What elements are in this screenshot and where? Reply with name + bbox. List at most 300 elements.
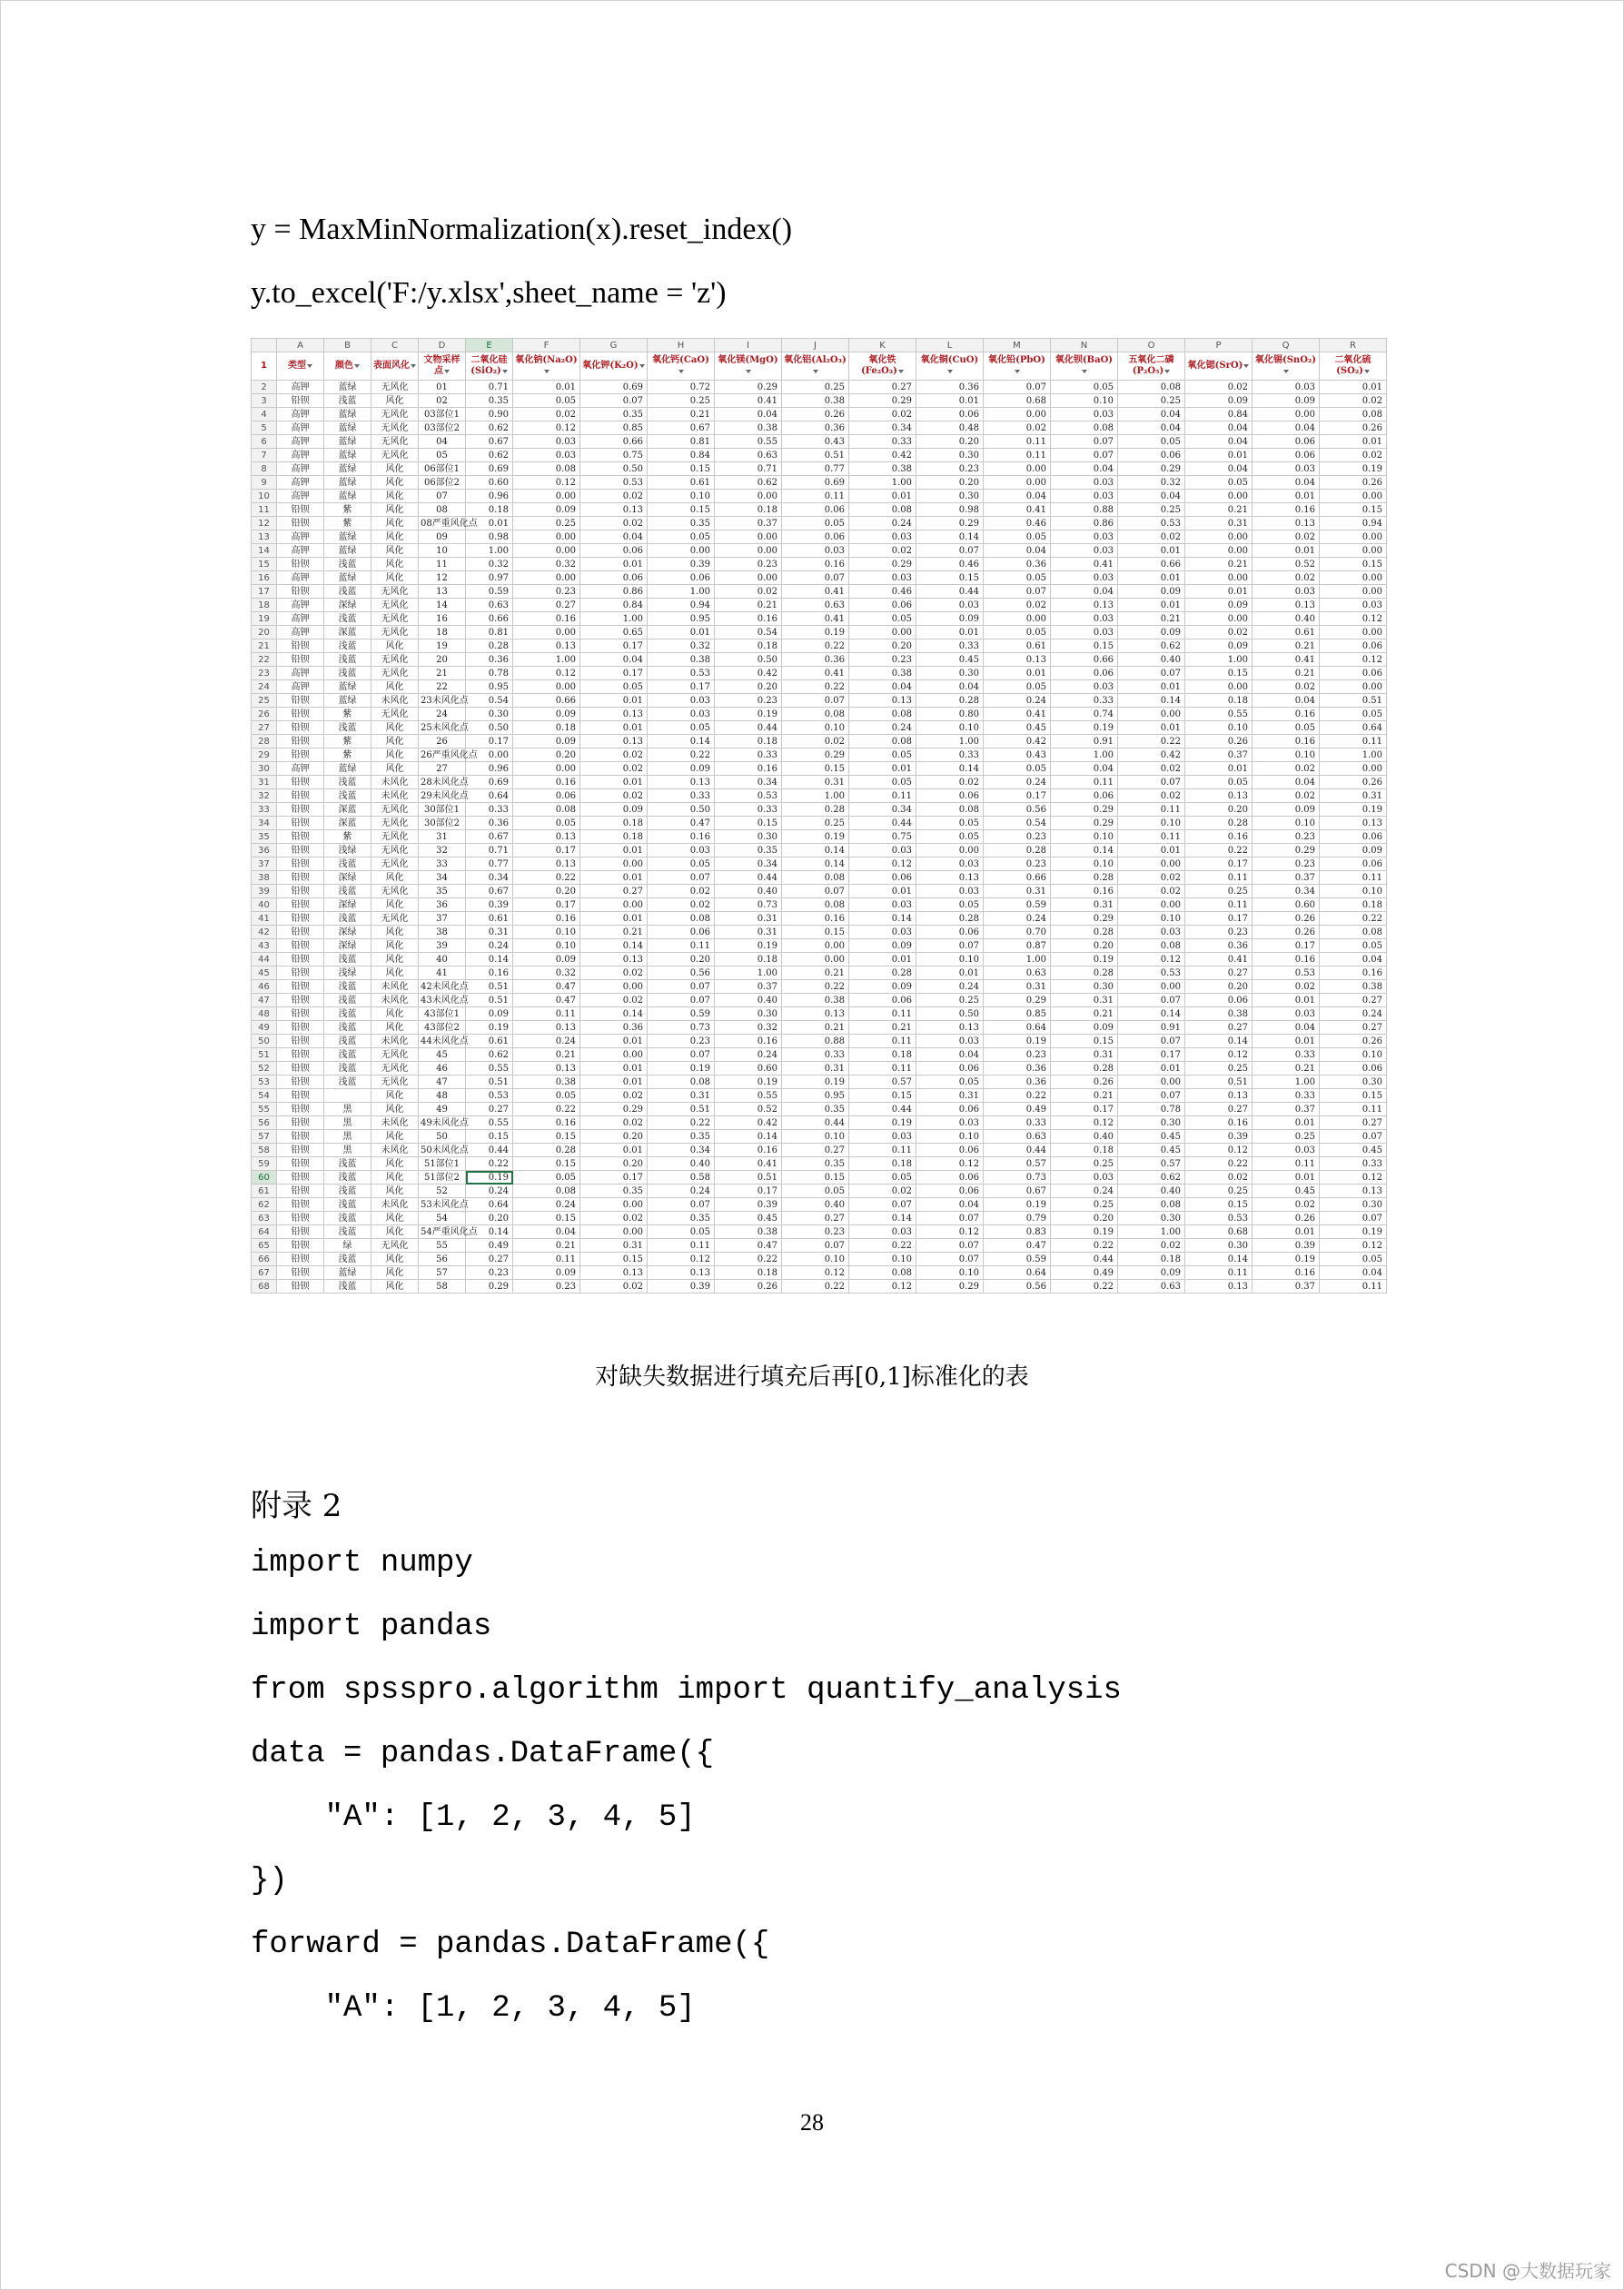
filter-dropdown-icon[interactable] (544, 370, 550, 373)
table-cell[interactable]: 0.67 (466, 885, 513, 898)
table-cell[interactable] (324, 1089, 371, 1103)
table-cell[interactable]: 风化 (371, 735, 419, 748)
table-cell[interactable]: 0.16 (513, 612, 580, 626)
row-number[interactable]: 19 (252, 612, 277, 626)
table-cell[interactable]: 0.06 (1051, 667, 1118, 680)
table-cell[interactable]: 浅蓝 (324, 1007, 371, 1021)
table-cell[interactable]: 0.66 (466, 612, 513, 626)
table-cell[interactable]: 0.09 (1320, 844, 1387, 858)
row-number[interactable]: 47 (252, 994, 277, 1007)
table-cell[interactable]: 0.41 (1051, 558, 1118, 571)
table-cell[interactable]: 0.22 (984, 1089, 1051, 1103)
table-cell[interactable]: 0.91 (1118, 1021, 1185, 1035)
row-number[interactable]: 29 (252, 748, 277, 762)
table-cell[interactable]: 0.09 (648, 762, 715, 776)
table-cell[interactable]: 0.47 (984, 1239, 1051, 1253)
table-cell[interactable]: 0.06 (916, 1062, 984, 1076)
table-cell[interactable]: 0.13 (580, 735, 648, 748)
table-cell[interactable]: 铅钡 (277, 1116, 324, 1130)
table-cell[interactable]: 0.04 (984, 490, 1051, 503)
table-cell[interactable]: 0.07 (849, 1198, 916, 1212)
table-cell[interactable]: 0.90 (466, 408, 513, 421)
table-cell[interactable]: 0.17 (984, 789, 1051, 803)
column-header-k[interactable]: K (849, 339, 916, 352)
table-cell[interactable]: 0.16 (1185, 1116, 1253, 1130)
table-cell[interactable]: 0.64 (1320, 721, 1387, 735)
row-number[interactable]: 31 (252, 776, 277, 789)
table-cell[interactable]: 0.61 (466, 1035, 513, 1048)
table-cell[interactable]: 0.01 (513, 381, 580, 394)
table-cell[interactable]: 0.08 (782, 898, 849, 912)
table-cell[interactable]: 0.37 (1185, 748, 1253, 762)
table-cell[interactable]: 0.34 (648, 1144, 715, 1157)
table-cell[interactable]: 未风化 (371, 776, 419, 789)
table-cell[interactable]: 未风化 (371, 1198, 419, 1212)
table-cell[interactable]: 0.36 (466, 653, 513, 667)
table-cell[interactable]: 风化 (371, 762, 419, 776)
table-cell[interactable]: 0.41 (782, 585, 849, 599)
table-cell[interactable]: 0.33 (916, 748, 984, 762)
table-cell[interactable]: 0.02 (849, 544, 916, 558)
table-cell[interactable]: 36 (419, 898, 466, 912)
table-cell[interactable]: 0.10 (1051, 830, 1118, 844)
row-number[interactable]: 54 (252, 1089, 277, 1103)
table-cell[interactable]: 0.15 (1320, 503, 1387, 517)
table-cell[interactable]: 0.51 (1320, 694, 1387, 708)
table-cell[interactable]: 0.15 (1320, 558, 1387, 571)
table-cell[interactable]: 0.37 (715, 980, 782, 994)
table-cell[interactable]: 蓝绿 (324, 544, 371, 558)
table-cell[interactable]: 0.08 (648, 1076, 715, 1089)
table-cell[interactable]: 0.20 (580, 1157, 648, 1171)
table-cell[interactable]: 0.57 (984, 1157, 1051, 1171)
table-cell[interactable]: 浅绿 (324, 967, 371, 980)
table-cell[interactable]: 0.16 (1320, 967, 1387, 980)
row-number[interactable]: 40 (252, 898, 277, 912)
table-cell[interactable]: 0.95 (782, 1089, 849, 1103)
table-cell[interactable]: 0.21 (782, 967, 849, 980)
table-cell[interactable]: 0.59 (466, 585, 513, 599)
table-cell[interactable]: 未风化 (371, 994, 419, 1007)
table-cell[interactable]: 0.30 (1320, 1076, 1387, 1089)
table-cell[interactable]: 0.33 (984, 1116, 1051, 1130)
table-cell[interactable]: 0.44 (715, 721, 782, 735)
table-cell[interactable]: 0.66 (1118, 558, 1185, 571)
table-cell[interactable]: 0.74 (1051, 708, 1118, 721)
table-cell[interactable]: 0.01 (849, 953, 916, 967)
table-cell[interactable]: 0.04 (1253, 776, 1320, 789)
table-cell[interactable]: 0.28 (1185, 817, 1253, 830)
table-cell[interactable]: 0.45 (715, 1212, 782, 1225)
table-cell[interactable]: 0.28 (1051, 967, 1118, 980)
table-cell[interactable]: 0.51 (466, 1076, 513, 1089)
table-cell[interactable]: 0.09 (1253, 394, 1320, 408)
table-cell[interactable]: 0.84 (1185, 408, 1253, 421)
select-all-corner[interactable] (252, 339, 277, 352)
table-cell[interactable]: 0.30 (916, 449, 984, 462)
table-cell[interactable]: 0.36 (466, 817, 513, 830)
table-cell[interactable]: 0.02 (1253, 762, 1320, 776)
table-cell[interactable]: 0.06 (916, 1185, 984, 1198)
row-number[interactable]: 25 (252, 694, 277, 708)
table-cell[interactable]: 0.03 (1051, 544, 1118, 558)
row-number[interactable]: 26 (252, 708, 277, 721)
table-cell[interactable]: 无风化 (371, 912, 419, 926)
table-cell[interactable]: 0.13 (513, 858, 580, 871)
table-cell[interactable]: 0.14 (1185, 1253, 1253, 1266)
filter-dropdown-icon[interactable] (639, 364, 645, 368)
table-cell[interactable]: 风化 (371, 1103, 419, 1116)
row-number[interactable]: 6 (252, 435, 277, 449)
column-header-j[interactable]: J (782, 339, 849, 352)
table-cell[interactable]: 0.11 (1253, 1157, 1320, 1171)
table-cell[interactable]: 0.11 (1185, 898, 1253, 912)
table-cell[interactable]: 37 (419, 912, 466, 926)
table-cell[interactable]: 0.73 (715, 898, 782, 912)
table-cell[interactable]: 高钾 (277, 449, 324, 462)
table-cell[interactable]: 0.26 (1185, 735, 1253, 748)
table-cell[interactable]: 0.21 (715, 599, 782, 612)
table-cell[interactable]: 0.18 (849, 1048, 916, 1062)
table-cell[interactable]: 0.50 (648, 803, 715, 817)
table-cell[interactable]: 0.03 (849, 1225, 916, 1239)
table-cell[interactable]: 0.02 (1118, 871, 1185, 885)
table-cell[interactable]: 0.19 (1051, 953, 1118, 967)
table-cell[interactable]: 铅钡 (277, 1198, 324, 1212)
table-cell[interactable]: 0.18 (715, 1266, 782, 1280)
field-header-cell[interactable] (849, 352, 916, 381)
table-cell[interactable]: 49 (419, 1103, 466, 1116)
table-cell[interactable]: 0.27 (1320, 994, 1387, 1007)
table-cell[interactable]: 0.08 (1320, 408, 1387, 421)
table-cell[interactable]: 0.23 (984, 830, 1051, 844)
table-cell[interactable]: 0.17 (513, 844, 580, 858)
table-cell[interactable]: 0.30 (916, 667, 984, 680)
table-cell[interactable]: 0.04 (1118, 421, 1185, 435)
table-cell[interactable]: 0.53 (1118, 967, 1185, 980)
table-cell[interactable]: 铅钡 (277, 1185, 324, 1198)
table-cell[interactable]: 铅钡 (277, 1007, 324, 1021)
table-cell[interactable]: 浅蓝 (324, 612, 371, 626)
table-cell[interactable]: 0.02 (1320, 394, 1387, 408)
table-cell[interactable]: 0.00 (1118, 1076, 1185, 1089)
table-cell[interactable]: 0.22 (715, 1253, 782, 1266)
table-cell[interactable]: 20 (419, 653, 466, 667)
table-cell[interactable]: 高钾 (277, 612, 324, 626)
table-cell[interactable]: 0.29 (1118, 462, 1185, 476)
row-number[interactable]: 8 (252, 462, 277, 476)
filter-dropdown-icon[interactable] (444, 370, 450, 373)
table-cell[interactable]: 0.54 (466, 694, 513, 708)
table-cell[interactable]: 0.35 (715, 844, 782, 858)
table-cell[interactable]: 0.43 (984, 748, 1051, 762)
table-cell[interactable]: 风化 (371, 1266, 419, 1280)
table-cell[interactable]: 0.04 (1051, 462, 1118, 476)
table-cell[interactable]: 1.00 (782, 789, 849, 803)
table-cell[interactable]: 0.71 (466, 381, 513, 394)
table-cell[interactable]: 0.18 (513, 721, 580, 735)
table-cell[interactable]: 风化 (371, 1185, 419, 1198)
table-cell[interactable]: 0.16 (1051, 885, 1118, 898)
table-cell[interactable]: 0.00 (1320, 680, 1387, 694)
row-number[interactable]: 33 (252, 803, 277, 817)
table-cell[interactable]: 0.00 (513, 530, 580, 544)
column-header-e[interactable]: E (466, 339, 513, 352)
table-cell[interactable]: 0.47 (513, 980, 580, 994)
table-cell[interactable]: 0.12 (916, 1157, 984, 1171)
table-cell[interactable]: 0.42 (849, 449, 916, 462)
table-cell[interactable]: 0.69 (466, 776, 513, 789)
table-cell[interactable]: 0.31 (648, 1089, 715, 1103)
table-cell[interactable]: 09 (419, 530, 466, 544)
table-cell[interactable]: 52 (419, 1185, 466, 1198)
field-header-cell[interactable] (466, 352, 513, 381)
field-header-cell[interactable] (419, 352, 466, 381)
table-cell[interactable]: 0.01 (1320, 381, 1387, 394)
table-cell[interactable]: 0.28 (1051, 1062, 1118, 1076)
table-cell[interactable]: 深蓝 (324, 817, 371, 830)
table-cell[interactable]: 深绿 (324, 871, 371, 885)
table-cell[interactable]: 54 (419, 1212, 466, 1225)
row-number[interactable]: 53 (252, 1076, 277, 1089)
table-cell[interactable]: 无风化 (371, 667, 419, 680)
table-cell[interactable]: 0.31 (984, 885, 1051, 898)
table-cell[interactable]: 0.04 (916, 680, 984, 694)
table-cell[interactable]: 0.34 (715, 858, 782, 871)
table-cell[interactable]: 0.00 (782, 953, 849, 967)
table-cell[interactable]: 0.09 (1051, 1021, 1118, 1035)
table-cell[interactable]: 0.19 (984, 1198, 1051, 1212)
table-cell[interactable]: 0.29 (916, 517, 984, 530)
table-cell[interactable]: 1.00 (1253, 1076, 1320, 1089)
table-cell[interactable]: 0.10 (1051, 394, 1118, 408)
table-cell[interactable]: 0.12 (1320, 1239, 1387, 1253)
table-cell[interactable]: 铅钡 (277, 776, 324, 789)
table-cell[interactable]: 12 (419, 571, 466, 585)
row-number[interactable]: 49 (252, 1021, 277, 1035)
table-cell[interactable]: 0.01 (849, 762, 916, 776)
table-cell[interactable]: 0.08 (513, 462, 580, 476)
table-cell[interactable]: 1.00 (648, 585, 715, 599)
table-cell[interactable]: 0.00 (1320, 571, 1387, 585)
row-number[interactable]: 11 (252, 503, 277, 517)
table-cell[interactable]: 0.03 (1253, 462, 1320, 476)
table-cell[interactable]: 0.17 (1185, 858, 1253, 871)
table-cell[interactable]: 风化 (371, 1021, 419, 1035)
table-cell[interactable]: 0.16 (648, 830, 715, 844)
table-cell[interactable]: 0.01 (1118, 571, 1185, 585)
row-number[interactable]: 41 (252, 912, 277, 926)
table-cell[interactable]: 0.51 (782, 449, 849, 462)
table-cell[interactable]: 浅蓝 (324, 1171, 371, 1185)
table-cell[interactable]: 0.02 (580, 517, 648, 530)
table-cell[interactable]: 0.00 (1185, 544, 1253, 558)
row-number[interactable]: 21 (252, 639, 277, 653)
table-cell[interactable]: 浅蓝 (324, 585, 371, 599)
table-cell[interactable]: 0.31 (782, 1062, 849, 1076)
table-cell[interactable]: 风化 (371, 544, 419, 558)
table-cell[interactable]: 0.31 (984, 980, 1051, 994)
table-cell[interactable]: 0.12 (1320, 1171, 1387, 1185)
table-cell[interactable]: 0.14 (782, 844, 849, 858)
table-cell[interactable]: 0.11 (1320, 871, 1387, 885)
table-cell[interactable]: 高钾 (277, 435, 324, 449)
table-cell[interactable]: 0.02 (580, 994, 648, 1007)
table-cell[interactable]: 0.14 (466, 1225, 513, 1239)
table-cell[interactable]: 0.38 (1320, 980, 1387, 994)
table-cell[interactable]: 0.26 (782, 408, 849, 421)
table-cell[interactable]: 0.17 (715, 1185, 782, 1198)
table-cell[interactable]: 0.40 (715, 994, 782, 1007)
table-cell[interactable]: 0.62 (466, 1048, 513, 1062)
table-cell[interactable]: 0.07 (648, 871, 715, 885)
table-cell[interactable]: 1.00 (1118, 1225, 1185, 1239)
table-cell[interactable]: 0.04 (1051, 762, 1118, 776)
row-number[interactable]: 7 (252, 449, 277, 462)
row-number[interactable]: 60 (252, 1171, 277, 1185)
table-cell[interactable]: 无风化 (371, 449, 419, 462)
table-cell[interactable]: 0.28 (916, 694, 984, 708)
table-cell[interactable]: 0.15 (1185, 667, 1253, 680)
table-cell[interactable]: 0.14 (1051, 844, 1118, 858)
table-cell[interactable]: 0.23 (1253, 858, 1320, 871)
table-cell[interactable]: 0.08 (1118, 939, 1185, 953)
table-cell[interactable]: 0.05 (984, 571, 1051, 585)
table-cell[interactable]: 0.60 (715, 1062, 782, 1076)
table-cell[interactable]: 0.66 (513, 694, 580, 708)
row-number[interactable]: 39 (252, 885, 277, 898)
table-cell[interactable]: 0.15 (580, 1253, 648, 1266)
table-cell[interactable]: 10 (419, 544, 466, 558)
table-cell[interactable]: 0.25 (782, 817, 849, 830)
table-cell[interactable]: 风化 (371, 476, 419, 490)
table-cell[interactable]: 0.01 (1253, 1116, 1320, 1130)
table-cell[interactable]: 风化 (371, 1007, 419, 1021)
filter-dropdown-icon[interactable] (1364, 370, 1370, 373)
table-cell[interactable]: 0.47 (513, 994, 580, 1007)
table-cell[interactable]: 0.33 (715, 748, 782, 762)
table-cell[interactable]: 0.41 (984, 708, 1051, 721)
table-cell[interactable]: 0.62 (1118, 1171, 1185, 1185)
table-cell[interactable]: 铅钡 (277, 1130, 324, 1144)
table-cell[interactable]: 0.32 (466, 558, 513, 571)
table-cell[interactable]: 铅钡 (277, 1103, 324, 1116)
table-cell[interactable]: 0.22 (782, 980, 849, 994)
table-cell[interactable]: 0.10 (916, 1266, 984, 1280)
table-cell[interactable]: 0.28 (513, 1144, 580, 1157)
table-cell[interactable]: 0.49 (1051, 1266, 1118, 1280)
table-cell[interactable]: 0.19 (849, 1116, 916, 1130)
table-cell[interactable]: 0.24 (1051, 1185, 1118, 1198)
table-cell[interactable]: 风化 (371, 530, 419, 544)
table-cell[interactable]: 0.13 (1051, 599, 1118, 612)
table-cell[interactable]: 47 (419, 1076, 466, 1089)
table-cell[interactable]: 0.18 (466, 503, 513, 517)
table-cell[interactable]: 0.28 (1051, 926, 1118, 939)
table-cell[interactable]: 0.52 (1253, 558, 1320, 571)
row-number[interactable]: 45 (252, 967, 277, 980)
table-cell[interactable]: 0.21 (648, 408, 715, 421)
table-cell[interactable]: 0.17 (648, 680, 715, 694)
table-cell[interactable]: 0.01 (1118, 721, 1185, 735)
table-cell[interactable]: 0.42 (715, 667, 782, 680)
table-cell[interactable]: 26严重风化点 (419, 748, 466, 762)
table-cell[interactable]: 0.57 (1118, 1157, 1185, 1171)
table-cell[interactable]: 0.30 (1051, 980, 1118, 994)
table-cell[interactable]: 0.51 (1185, 1076, 1253, 1089)
table-cell[interactable]: 0.05 (513, 1089, 580, 1103)
table-cell[interactable]: 0.03 (513, 435, 580, 449)
table-cell[interactable]: 0.30 (715, 1007, 782, 1021)
table-cell[interactable]: 0.12 (1320, 612, 1387, 626)
table-cell[interactable]: 0.20 (916, 435, 984, 449)
table-cell[interactable]: 0.24 (466, 1185, 513, 1198)
table-cell[interactable]: 0.14 (916, 762, 984, 776)
table-cell[interactable]: 55 (419, 1239, 466, 1253)
table-cell[interactable]: 0.24 (513, 1035, 580, 1048)
table-cell[interactable]: 53未风化点 (419, 1198, 466, 1212)
table-cell[interactable]: 0.39 (466, 898, 513, 912)
table-cell[interactable]: 浅蓝 (324, 980, 371, 994)
table-cell[interactable]: 0.30 (466, 708, 513, 721)
table-cell[interactable]: 0.07 (916, 939, 984, 953)
table-cell[interactable]: 0.09 (1185, 599, 1253, 612)
table-cell[interactable]: 0.15 (513, 1212, 580, 1225)
table-cell[interactable]: 0.61 (1253, 626, 1320, 639)
table-cell[interactable]: 0.53 (1185, 1212, 1253, 1225)
table-cell[interactable]: 蓝绿 (324, 530, 371, 544)
table-cell[interactable]: 铅钡 (277, 871, 324, 885)
table-cell[interactable]: 未风化 (371, 1144, 419, 1157)
table-cell[interactable]: 0.20 (1185, 803, 1253, 817)
table-cell[interactable]: 35 (419, 885, 466, 898)
table-cell[interactable]: 0.16 (513, 912, 580, 926)
table-cell[interactable]: 0.63 (984, 967, 1051, 980)
table-cell[interactable]: 0.04 (1320, 1266, 1387, 1280)
table-cell[interactable]: 0.18 (715, 953, 782, 967)
field-header-cell[interactable] (782, 352, 849, 381)
table-cell[interactable]: 0.07 (648, 1048, 715, 1062)
table-cell[interactable]: 0.00 (513, 680, 580, 694)
table-cell[interactable]: 0.00 (1320, 762, 1387, 776)
table-cell[interactable]: 0.15 (1320, 1089, 1387, 1103)
field-header-cell[interactable] (916, 352, 984, 381)
table-cell[interactable]: 0.59 (648, 1007, 715, 1021)
table-cell[interactable]: 未风化 (371, 789, 419, 803)
table-cell[interactable]: 浅蓝 (324, 1212, 371, 1225)
table-cell[interactable]: 0.69 (580, 381, 648, 394)
table-cell[interactable]: 0.61 (984, 639, 1051, 653)
table-cell[interactable]: 0.15 (849, 1089, 916, 1103)
table-cell[interactable]: 0.16 (715, 1035, 782, 1048)
field-header-cell[interactable] (1185, 352, 1253, 381)
table-cell[interactable]: 1.00 (849, 476, 916, 490)
table-cell[interactable]: 0.19 (1051, 1225, 1118, 1239)
table-cell[interactable]: 0.03 (1051, 530, 1118, 544)
table-cell[interactable]: 0.31 (466, 926, 513, 939)
table-cell[interactable]: 0.03 (1118, 926, 1185, 939)
table-cell[interactable]: 0.64 (984, 1266, 1051, 1280)
table-cell[interactable]: 铅钡 (277, 803, 324, 817)
table-cell[interactable]: 26 (419, 735, 466, 748)
table-cell[interactable]: 铅钡 (277, 885, 324, 898)
table-cell[interactable]: 0.03 (513, 449, 580, 462)
table-cell[interactable]: 0.80 (916, 708, 984, 721)
table-cell[interactable]: 0.04 (916, 1048, 984, 1062)
table-cell[interactable]: 0.07 (1051, 449, 1118, 462)
table-cell[interactable]: 27 (419, 762, 466, 776)
field-header-cell[interactable] (277, 352, 324, 381)
